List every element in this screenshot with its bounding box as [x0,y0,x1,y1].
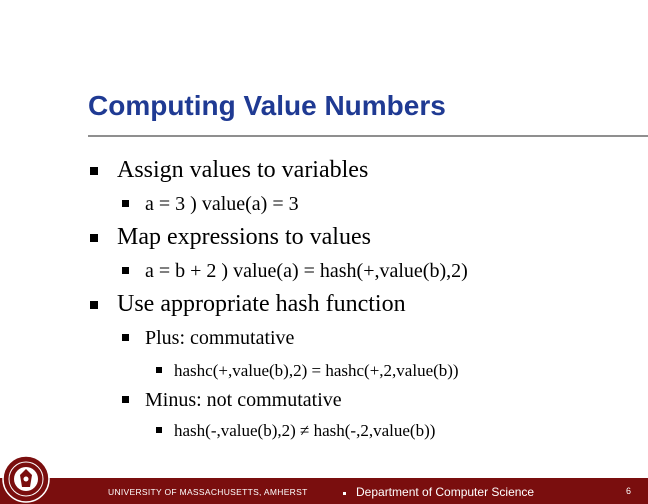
bullet-text: Map expressions to values [117,224,371,250]
title-divider [88,135,648,137]
bullet-text: Assign values to variables [117,157,369,183]
slide-title: Computing Value Numbers [88,90,446,121]
bullet-text: Minus: not commutative [145,389,342,411]
bullet-icon [122,267,129,274]
page-number: 6 [626,486,632,496]
bullet-icon [90,301,98,309]
bullet-text: hashc(+,value(b),2) = hashc(+,2,value(b)) [174,361,459,380]
footer-bar [0,478,648,504]
bullet-icon [156,427,162,433]
bullet-text: a = b + 2 ) value(a) = hash(+,value(b),2) [145,260,468,282]
bullet-icon [122,334,129,341]
bullet-text: a = 3 ) value(a) = 3 [145,193,299,215]
bullet-text: hash(-,value(b),2) ≠ hash(-,2,value(b)) [174,421,436,440]
bullet-text: Plus: commutative [145,327,295,349]
university-name: UNIVERSITY OF MASSACHUSETTS, AMHERST [108,487,308,497]
bullet-icon [90,167,98,175]
bullet-text: Use appropriate hash function [117,291,406,317]
bullet-icon [122,200,129,207]
bullet-icon [90,234,98,242]
department-name: Department of Computer Science [356,485,535,499]
university-seal-icon [2,455,50,503]
footer-separator [343,492,346,495]
bullet-icon [122,396,129,403]
bullet-icon [156,367,162,373]
